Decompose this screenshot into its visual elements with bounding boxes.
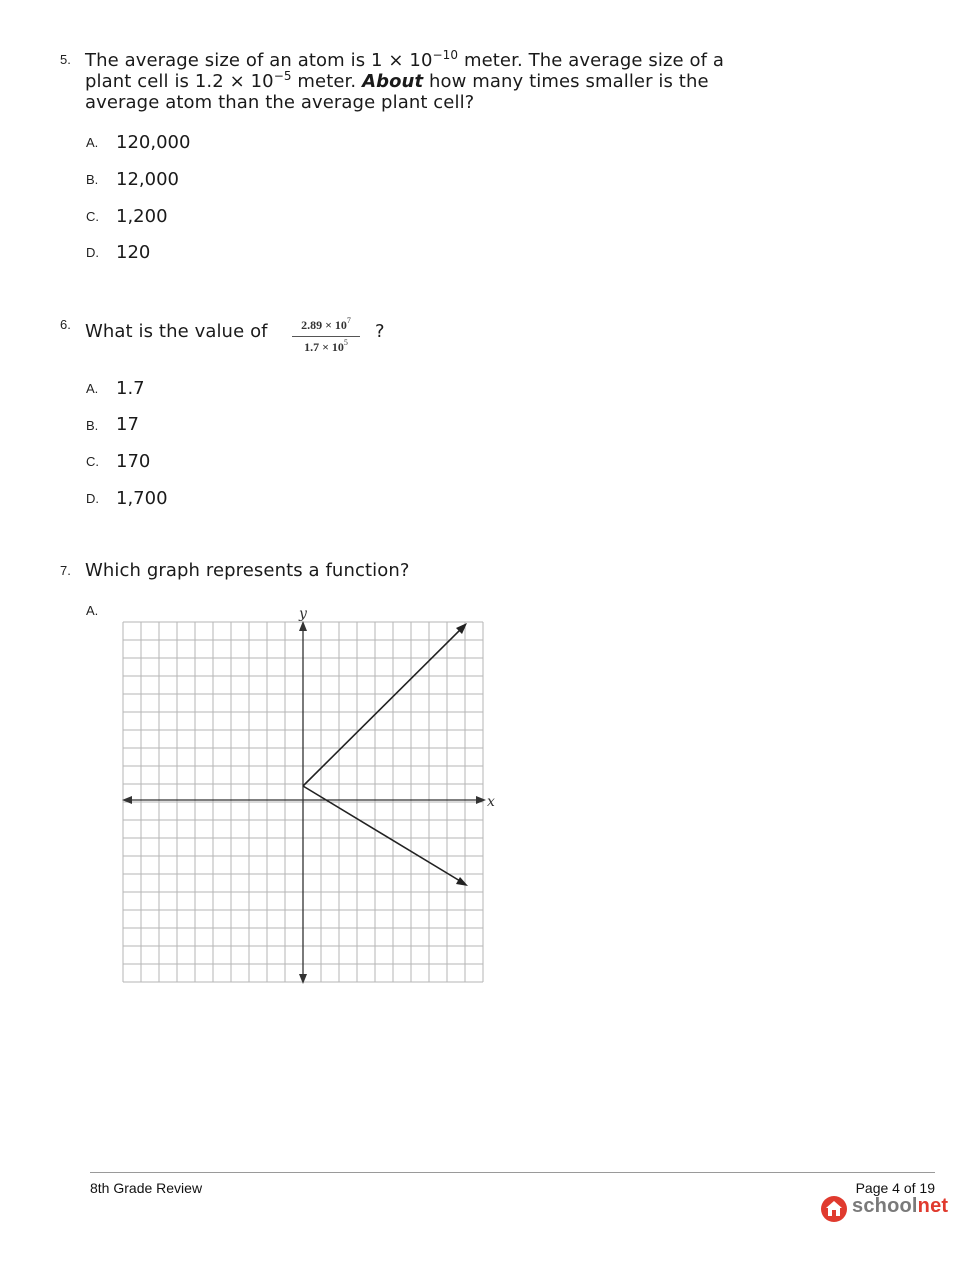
q5-option-a-text[interactable]: 120,000 xyxy=(116,132,191,153)
graph-relation xyxy=(303,623,468,886)
graph-axes xyxy=(122,606,495,984)
schoolnet-wordmark: schoolnet xyxy=(852,1195,949,1217)
q6-option-a-letter[interactable]: A. xyxy=(86,381,99,396)
x-axis-arrow-right xyxy=(476,796,486,804)
question-6-fraction xyxy=(288,318,364,358)
page-number: Page 4 of 19 xyxy=(855,1180,935,1196)
question-5-text xyxy=(85,50,724,113)
q5-option-a-letter[interactable]: A. xyxy=(86,135,99,150)
footer-title: 8th Grade Review xyxy=(90,1180,203,1196)
q6-option-d-letter[interactable]: D. xyxy=(86,491,99,506)
footer-divider xyxy=(90,1172,935,1173)
relation-upper-ray xyxy=(303,625,465,786)
schoolnet-house-icon xyxy=(820,1195,848,1223)
question-5-line-2: plant cell is $1.2 \times 10^{-5}$ meter. About how many times smaller is the xyxy=(85,69,709,92)
y-axis-label: y xyxy=(299,606,307,622)
q6-option-b-text[interactable]: 17 xyxy=(116,414,139,435)
q5-option-b-text[interactable]: 12,000 xyxy=(116,169,179,190)
q7-option-a-graph[interactable] xyxy=(110,600,510,992)
q6-option-b-letter[interactable]: B. xyxy=(86,418,99,433)
question-6-prompt: What is the value of xyxy=(85,321,268,342)
question-5-line-1: The average size of an atom is $1 \times 10^{-10}$ meter. The average size of a xyxy=(85,48,725,71)
question-6-number: 6. xyxy=(60,317,71,332)
q7-option-a-letter[interactable]: A. xyxy=(86,603,99,618)
question-5-number: 5. xyxy=(60,52,71,67)
fraction-denominator: $1.7 \times 10^5$ xyxy=(304,338,348,354)
q5-option-c-letter[interactable]: C. xyxy=(86,209,99,224)
question-6-suffix: ? xyxy=(375,321,385,342)
relation-lower-ray xyxy=(303,786,465,884)
q5-option-d-letter[interactable]: D. xyxy=(86,245,99,260)
q6-option-c-letter[interactable]: C. xyxy=(86,454,99,469)
q5-option-d-text[interactable]: 120 xyxy=(116,242,151,263)
q5-option-c-text[interactable]: 1,200 xyxy=(116,206,168,227)
q5-option-b-letter[interactable]: B. xyxy=(86,172,99,187)
x-axis-label: x xyxy=(487,794,495,810)
q6-option-c-text[interactable]: 170 xyxy=(116,451,151,472)
q6-option-a-text[interactable]: 1.7 xyxy=(116,378,145,399)
lower-ray-arrow xyxy=(456,877,468,886)
question-5-line-3: average atom than the average plant cell? xyxy=(85,92,475,113)
fraction-numerator: $2.89 \times 10^7$ xyxy=(301,316,351,332)
q6-option-d-text[interactable]: 1,700 xyxy=(116,488,168,509)
question-7-number: 7. xyxy=(60,563,71,578)
fraction-bar xyxy=(292,336,360,337)
question-7-prompt: Which graph represents a function? xyxy=(85,560,410,581)
